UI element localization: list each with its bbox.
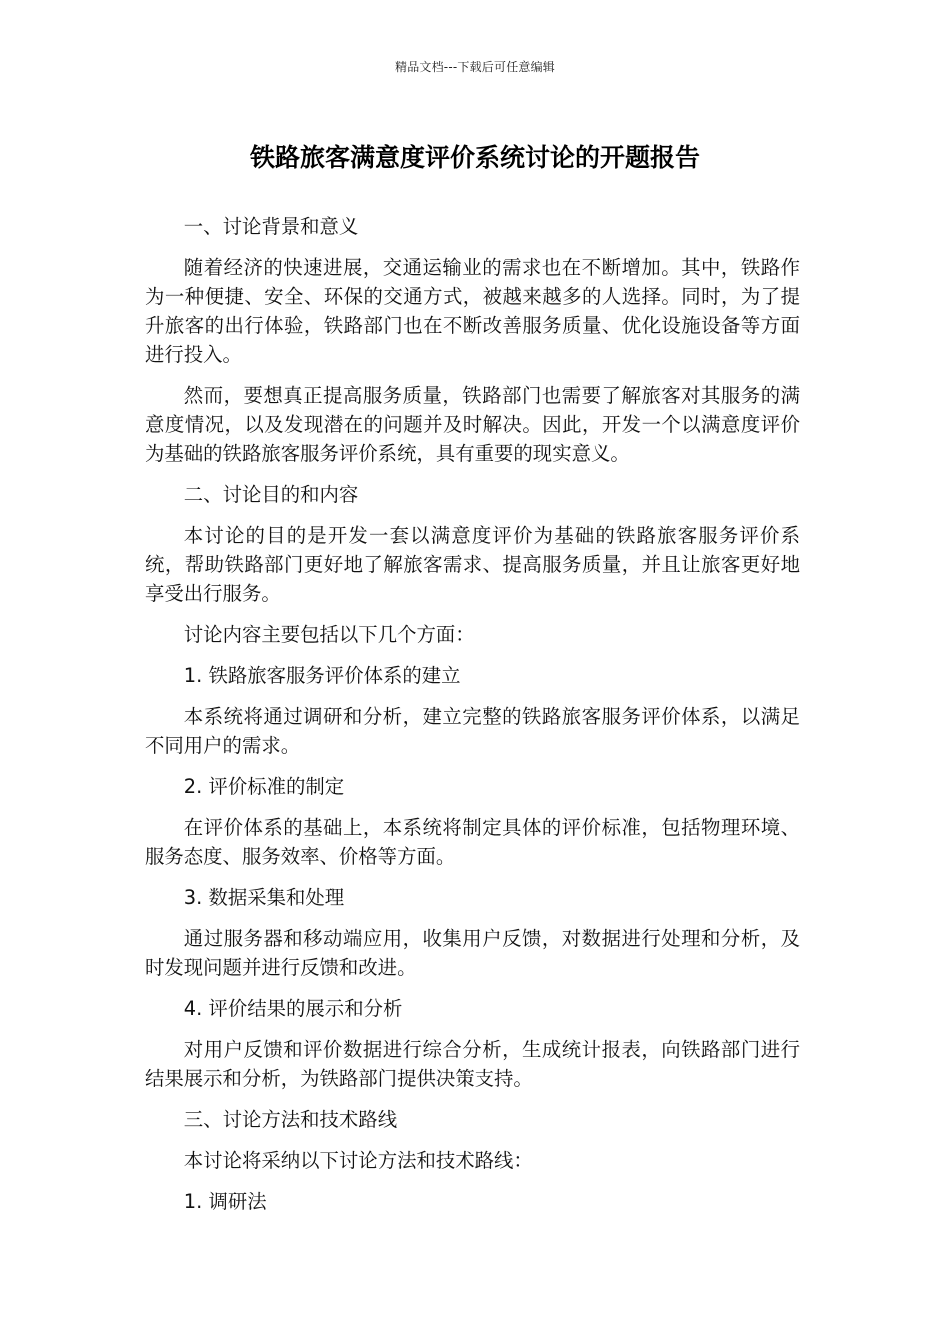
paragraph-background-1: 随着经济的快速进展，交通运输业的需求也在不断增加。其中，铁路作为一种便捷、安全、环保的交通方式，被越来越多的人选择。同时，为了提升旅客的出行体验，铁路部门也在不断改善服务质量、优化设施设备等方面进行投入。 (145, 256, 800, 366)
section-heading-goals: 二、讨论目的和内容 (183, 483, 359, 506)
list-item-heading-3: 3. 数据采集和处理 (183, 886, 345, 909)
paragraph-background-2: 然而，要想真正提高服务质量，铁路部门也需要了解旅客对其服务的满意度情况，以及发现潜在的问题并及时解决。因此，开发一个以满意度评价为基础的铁路旅客服务评价系统，具有重要的现实意义。 (145, 384, 800, 465)
section-heading-methods: 三、讨论方法和技术路线 (183, 1108, 398, 1131)
list-item-text-1: 本系统将通过调研和分析，建立完整的铁路旅客服务评价体系，以满足不同用户的需求。 (145, 705, 800, 757)
section-heading-background: 一、讨论背景和意义 (183, 215, 359, 238)
paragraph-methods-intro: 本讨论将采纳以下讨论方法和技术路线： (183, 1149, 533, 1172)
list-item-heading-2: 2. 评价标准的制定 (183, 775, 345, 798)
document-body (145, 212, 800, 1228)
paragraph-content-intro: 讨论内容主要包括以下几个方面： (183, 623, 475, 646)
list-item-text-4: 对用户反馈和评价数据进行综合分析，生成统计报表，向铁路部门进行结果展示和分析，为铁路部门提供决策支持。 (145, 1038, 800, 1090)
list-item-heading-method-1: 1. 调研法 (183, 1190, 267, 1213)
header-note: 精品文档---下载后可任意编辑 (395, 60, 555, 74)
list-item-heading-1: 1. 铁路旅客服务评价体系的建立 (183, 664, 461, 687)
list-item-heading-4: 4. 评价结果的展示和分析 (183, 997, 403, 1020)
list-item-text-2: 在评价体系的基础上，本系统将制定具体的评价标准，包括物理环境、服务态度、服务效率、价格等方面。 (145, 816, 800, 868)
page-title: 铁路旅客满意度评价系统讨论的开题报告 (249, 143, 700, 172)
list-item-text-3: 通过服务器和移动端应用，收集用户反馈，对数据进行处理和分析，及时发现问题并进行反馈和改进。 (145, 927, 800, 979)
paragraph-goals: 本讨论的目的是开发一套以满意度评价为基础的铁路旅客服务评价系统，帮助铁路部门更好地了解旅客需求、提高服务质量，并且让旅客更好地享受出行服务。 (145, 524, 800, 605)
